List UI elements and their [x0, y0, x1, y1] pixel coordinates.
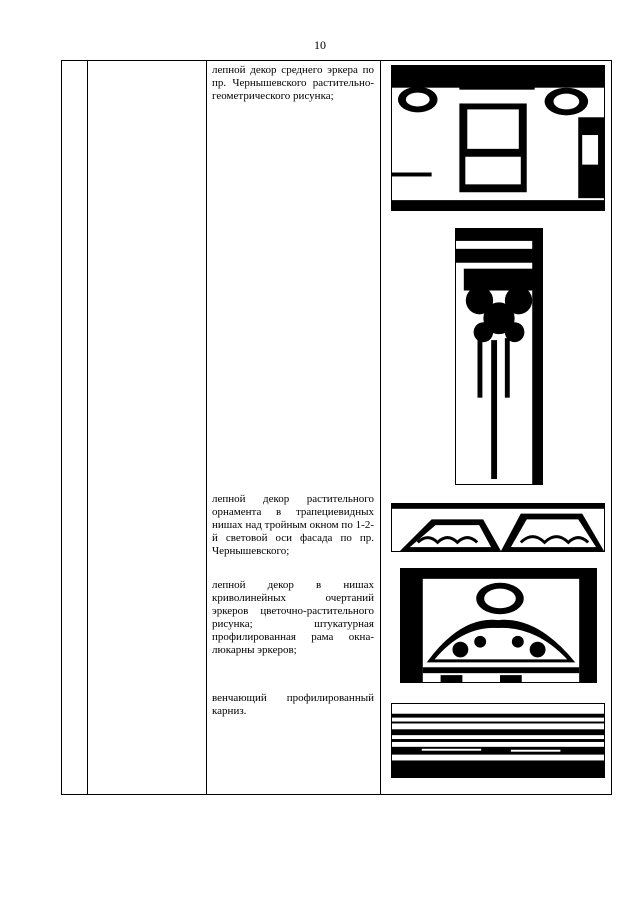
- column-divider: [380, 61, 381, 794]
- page-number: 10: [314, 38, 326, 52]
- column-divider: [206, 61, 207, 794]
- description-text-4: венчающий профилированный карниз.: [212, 692, 374, 717]
- column-divider: [87, 61, 88, 794]
- description-text-3: лепной декор в нишах криволинейных очертаний эркеров цветочно-растительного рисунка; штукатурная профилированная рама окна-люкарны эркеров;: [212, 579, 374, 656]
- description-text-1: лепной декор среднего эркера по пр. Чернышевского растительно-геометрического рисунка;: [212, 64, 374, 102]
- photo-oriel-decor: [391, 65, 605, 211]
- photo-curvilinear-niches: [400, 568, 597, 683]
- description-text-2: лепной декор растительного орнамента в трапециевидных нишах над тройным окном по 1-2-й световой оси фасада по пр. Чернышевского;: [212, 493, 374, 557]
- photo-crowning-cornice: [391, 703, 605, 778]
- photo-vertical-ornament: [455, 228, 543, 485]
- photo-trapezoidal-niches: [391, 503, 605, 552]
